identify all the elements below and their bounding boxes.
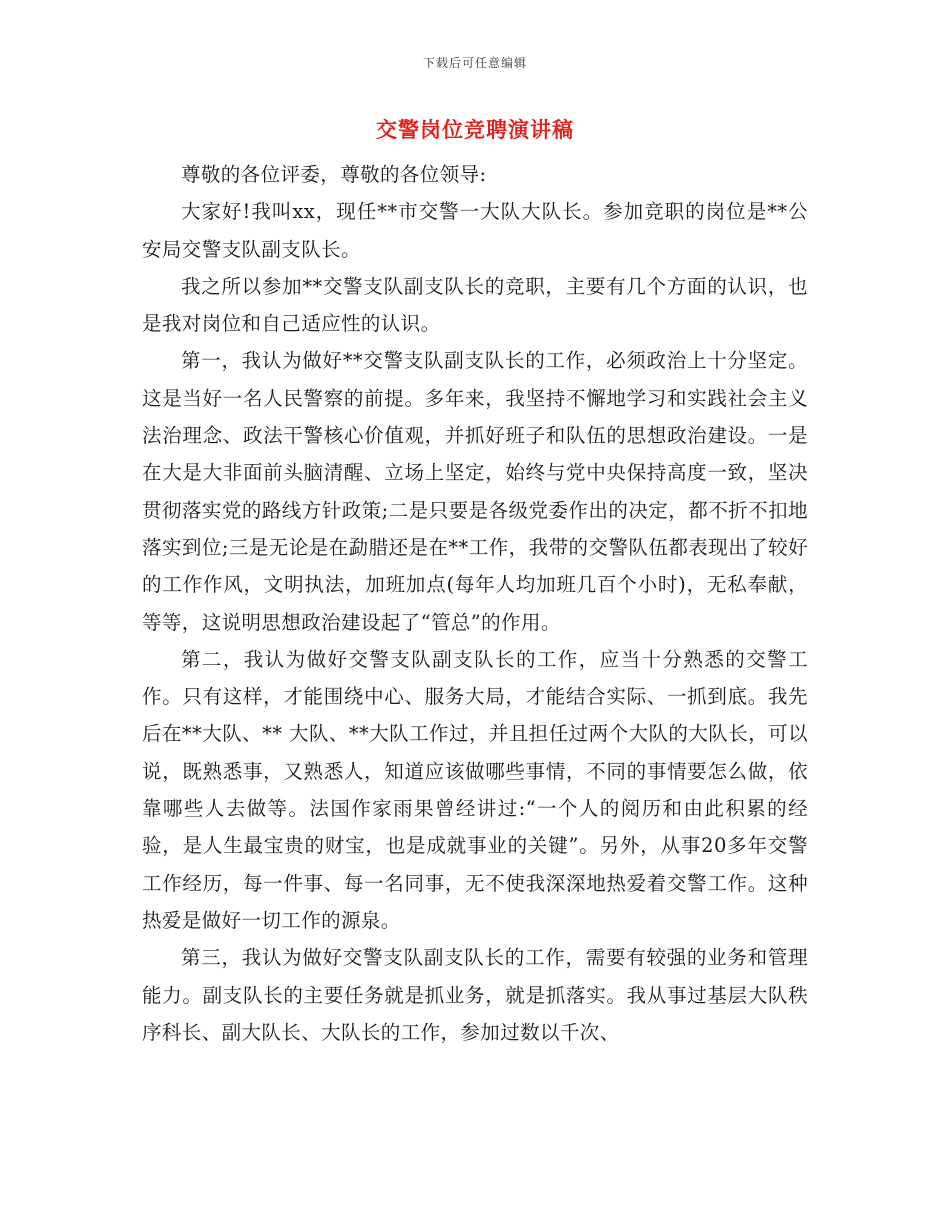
paragraph-introduction: 大家好!我叫xx，现任**市交警一大队大队长。参加竞职的岗位是**公安局交警支队副支队长。 (142, 200, 808, 261)
document-body (142, 156, 808, 1051)
header-note: 下载后可任意编辑 (422, 56, 527, 70)
paragraph-third-point: 第三，我认为做好交警支队副支队长的工作，需要有较强的业务和管理能力。副支队长的主要任务就是抓业务，就是抓落实。我从事过基层大队秩序科长、副大队长、大队长的工作，参加过数以千次、 (142, 946, 808, 1044)
paragraph-second-point: 第二，我认为做好交警支队副支队长的工作，应当十分熟悉的交警工作。只有这样，才能围绕中心、服务大局，才能结合实际、一抓到底。我先后在**大队、** 大队、**大队工作过，并且担任过两个大队的大队长，可以说，既熟悉事，又熟悉人，知道应该做哪些事情，不同的事情要怎么做，依靠哪些人去做等。法国作家雨果曾经讲过:“一个人的阅历和由此积累的经验，是人生最宝贵的财宝，也是成就事业的关键”。另外，从事20多年交警工作经历，每一件事、每一名同事，无不使我深深地热爱着交警工作。这种热爱是做好一切工作的源泉。 (142, 647, 808, 932)
paragraph-first-point: 第一，我认为做好**交警支队副支队长的工作，必须政治上十分坚定。这是当好一名人民警察的前提。多年来，我坚持不懈地学习和实践社会主义法治理念、政法干警核心价值观，并抓好班子和队伍的思想政治建设。一是在大是大非面前头脑清醒、立场上坚定，始终与党中央保持高度一致，坚决贯彻落实党的路线方针政策;二是只要是各级党委作出的决定，都不折不扣地落实到位;三是无论是在勐腊还是在**工作，我带的交警队伍都表现出了较好的工作作风，文明执法，加班加点(每年人均加班几百个小时)，无私奉献，等等，这说明思想政治建设起了“管总”的作用。 (142, 349, 808, 634)
document-title: 交警岗位竞聘演讲稿 (376, 118, 574, 142)
paragraph-reasons: 我之所以参加**交警支队副支队长的竞职，主要有几个方面的认识，也是我对岗位和自己适应性的认识。 (142, 274, 808, 336)
paragraph-salutation: 尊敬的各位评委，尊敬的各位领导: (181, 163, 487, 186)
